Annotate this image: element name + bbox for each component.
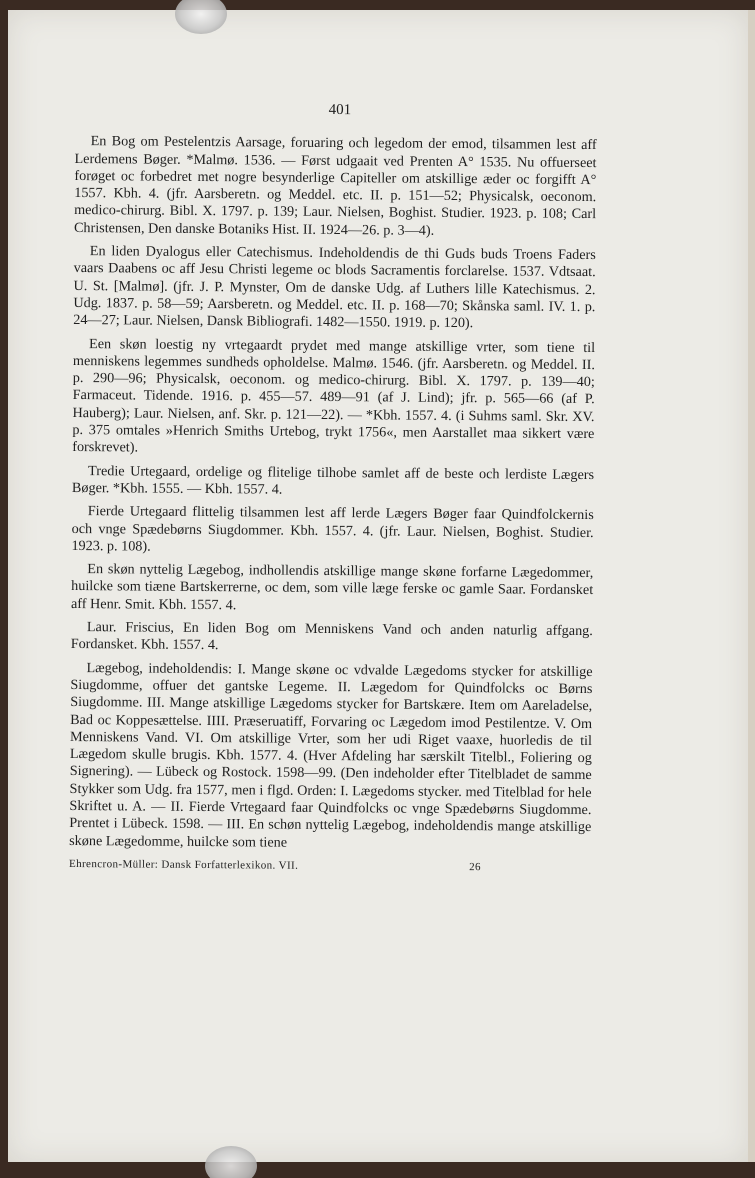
bibliography-entry: Lægebog, indeholdendis: I. Mange skøne oc vdvalde Lægedoms stycker for atskillige Siugdomme, offuer det gantske Legeme. II. Lægedom for Quindfolcks oc Børns Siugdomme. III. Mange atskillige Lægedoms stycker for Bartskære. Item om Aareladelse, Bad oc Koppesættelse. IIII. Præseruatiff, Forvaring oc Lægedom imod Pestilentze. V. Om Menniskens Vand. VI. Om atskillige Vrter, som her udi Riget vaaxe, huorledis de til Lægedom skulle brugis. Kbh. 1577. 4. (Hver Afdeling har særskilt Titelbl., Foliering og Signering). — Lübeck og Rostock. 1598—99. (Den indeholder efter Titelbladet de samme Stykker som Udg. fra 1577, men i flgd. Orden: I. Lægedoms stycker. med Titelblad for hele Skriftet u. A. — II. Fierde Vrtegaard faar Quindfolcks oc vnge Spædebørns Siugdomme. Prentet i Lübeck. 1598. — III. En schøn nyttelig Lægebog, indeholdendis mange atskillige skøne Lægedomme, huilcke som tiene bbox=[69, 659, 593, 851]
footer-source: Ehrencron-Müller: Dansk Forfatterlexikon. VII. bbox=[68, 857, 299, 872]
bibliography-entry: Een skøn loestig ny vrtegaardt prydet med mange atskillige vrter, som tiene til menniskens legemmes sundheds opholdelse. Malmø. 1546. (jfr. Aarsberetn. og Meddel. II. p. 290—96; Physicalsk, oeconom. og medico-chirurg. Bibl. X. 1797. p. 139—40; Farmaceut. Tidende. 1916. p. 455—57. 489—91 (af J. Lind); jfr. p. 565—66 (af P. Hauberg); Laur. Nielsen, anf. Skr. p. 121—22). — *Kbh. 1557. 4. (i Suhms saml. Skr. XV. p. 375 omtales »Henrich Smiths Urtebog, trykt 1756«, men Aarstallet maa sikkert være forskrevet). bbox=[72, 335, 596, 456]
bibliography-entry: En liden Dyalogus eller Catechismus. Indeholdendis de thi Guds buds Troens Faders vaars Daabens oc aff Jesu Christi legeme oc blods Sacramentis forclarelse. 1537. Vdtsaat. U. St. [Malmø]. (jfr. J. P. Mynster, Om de danske Udg. af Luthers lille Katechismus. 2. Udg. 1837. p. 58—59; Aarsberetn. og Meddel. etc. II. p. 168—70; Skånska saml. IV. 1. p. 24—27; Laur. Nielsen, Dansk Bibliografi. 1482—1550. 1919. p. 120). bbox=[73, 243, 596, 332]
bibliography-entry: Fierde Urtegaard flittelig tilsammen lest aff lerde Lægers Bøger faar Quindfolckernis och vnge Spædebørns Siugdommer. Kbh. 1557. 4. (jfr. Laur. Nielsen, Boghist. Studier. 1923. p. 108). bbox=[71, 503, 594, 555]
bibliography-entry: Tredie Urtegaard, ordelige og flitelige tilhobe samlet aff de beste och lerdiste Lægers Bøger. *Kbh. 1555. — Kbh. 1557. 4. bbox=[71, 462, 595, 498]
page-content bbox=[69, 100, 597, 877]
paper-clip-bottom bbox=[205, 1146, 257, 1178]
bibliography-entry: En Bog om Pestelentzis Aarsage, foruaring och legedom der emod, tilsammen lest aff Lerdemens Bøger. *Malmø. 1536. — Først udgaait ved Prenten A° 1535. Nu offuerseet forøget oc forbedret met nogre besynderlige Capiteller om atskillige æder oc forgifft A° 1557. Kbh. 4. (jfr. Aarsberetn. og Meddel. etc. II. p. 151—52; Physicalsk, oeconom. medico-chirurg. Bibl. X. 1797. p. 139; Laur. Nielsen, Boghist. Studier. 1923. p. 108; Carl Christensen, Den danske Botaniks Hist. II. 1924—26. p. 3—4). bbox=[73, 133, 597, 239]
page-number: 401 bbox=[328, 101, 352, 119]
signature-mark: 26 bbox=[469, 860, 482, 874]
bibliography-entry: Laur. Friscius, En liden Bog om Menniskens Vand och anden naturlig affgang. Fordansket. Kbh. 1557. 4. bbox=[70, 619, 593, 654]
bibliography-entry: En skøn nyttelig Lægebog, indhollendis atskillige mange skøne forfarne Lægedommer, huilcke som tiæne Bartskerrerne, oc dem, som ville læge ferske oc gamle Saar. Fordansket aff Henr. Smit. Kbh. 1557. 4. bbox=[70, 561, 594, 614]
